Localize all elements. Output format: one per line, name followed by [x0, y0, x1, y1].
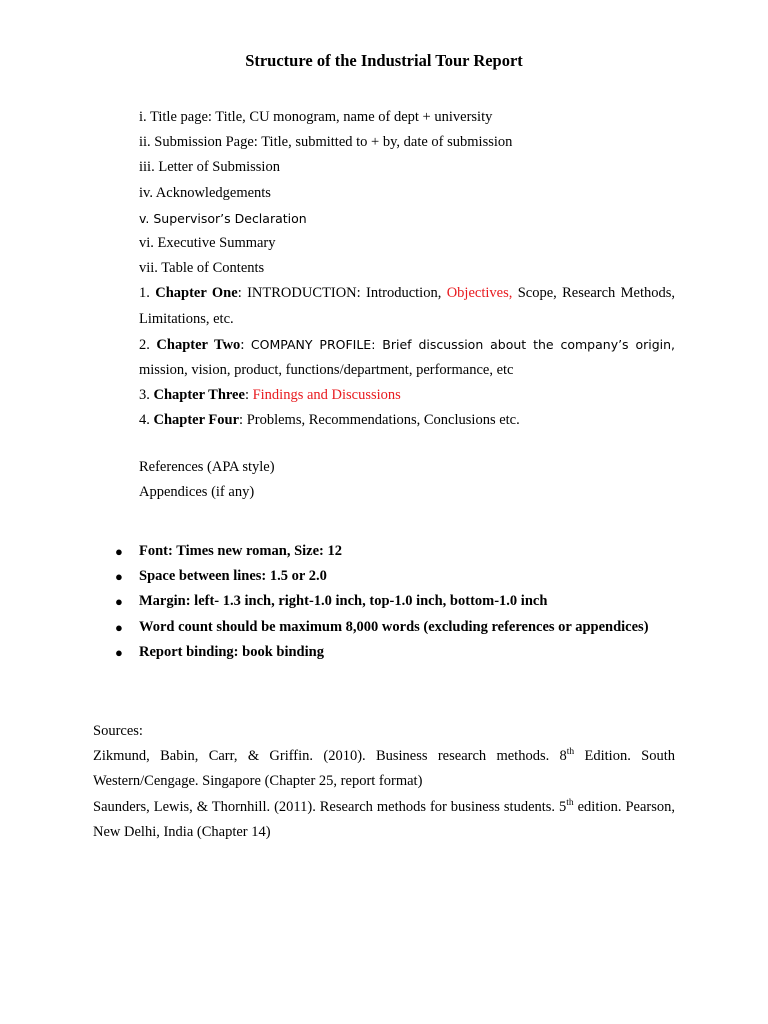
bullet-item — [113, 615, 675, 640]
citation-text: Saunders, Lewis, & Thornhill. (2011). Research methods for business students. 5 — [93, 798, 567, 815]
citation-text: Edition. South Western/Cengage. Singapore (Chapter 25, report format) — [93, 748, 675, 790]
chapter-name: Chapter Four — [153, 412, 240, 429]
bullet-item — [113, 640, 675, 665]
front-matter-item: vii. Table of Contents — [139, 260, 265, 277]
chapter-number: 2. — [139, 336, 157, 353]
bullet-text: Space between lines: 1.5 or 2.0 — [139, 568, 327, 585]
chapter-item — [139, 383, 675, 408]
chapter-name: Chapter Three — [153, 387, 245, 404]
chapter-separator: : — [244, 387, 253, 404]
chapter-separator: : — [239, 412, 247, 429]
chapter-text-highlight: Objectives, — [446, 285, 513, 302]
bullet-text: Font: Times new roman, Size: 12 — [139, 543, 342, 559]
bullet-icon: ● — [115, 619, 123, 635]
back-matter-item: Appendices (if any) — [139, 484, 255, 501]
bullet-text: Word count should be maximum 8,000 words (excluding references or appendices) — [139, 618, 649, 635]
chapter-text: mission, vision, product, functions/department, performance, etc — [139, 362, 514, 379]
bullet-item — [113, 589, 675, 614]
front-matter-item: iv. Acknowledgements — [139, 184, 271, 201]
citation-superscript: th — [566, 797, 574, 808]
bullet-item — [113, 539, 675, 564]
chapter-item — [139, 281, 675, 331]
citation-text: edition. Pearson, New Delhi, India (Chapter 14) — [93, 798, 675, 840]
source-citation — [93, 744, 675, 794]
citation-superscript: th — [566, 747, 575, 758]
formatting-rules-list — [113, 539, 675, 665]
chapter-separator: : — [237, 285, 248, 302]
bullet-text: Margin: left- 1.3 inch, right-1.0 inch, top-1.0 inch, bottom-1.0 inch — [139, 593, 548, 610]
bullet-item — [113, 564, 675, 589]
bullet-icon: ● — [115, 644, 123, 660]
chapter-text-highlight: Findings and Discussions — [252, 387, 401, 404]
source-citation — [93, 795, 675, 845]
document-title: Structure of the Industrial Tour Report — [245, 51, 523, 70]
front-matter-item: v. Supervisor’s Declaration — [139, 210, 307, 226]
chapter-item — [139, 408, 675, 433]
chapter-number: 1. — [139, 285, 156, 302]
chapter-text: Problems, Recommendations, Conclusions etc. — [246, 412, 520, 429]
chapter-name: Chapter Two — [156, 336, 241, 353]
chapter-name: Chapter One — [155, 285, 238, 302]
front-matter-item: i. Title page: Title, CU monogram, name of dept + university — [139, 109, 493, 125]
bullet-icon: ● — [115, 569, 123, 585]
chapter-text: INTRODUCTION: Introduction, — [247, 285, 447, 302]
front-matter-item: ii. Submission Page: Title, submitted to + by, date of submission — [139, 134, 513, 151]
back-matter-list — [139, 455, 675, 505]
sources-heading: Sources: — [93, 723, 143, 739]
citation-text: Zikmund, Babin, Carr, & Griffin. (2010). Business research methods. 8 — [93, 748, 567, 765]
chapter-item — [139, 332, 675, 383]
chapter-text: Scope, Research Methods, Limitations, etc. — [139, 285, 676, 327]
chapter-text: COMPANY PROFILE: Brief discussion about the company’s origin, — [250, 336, 676, 352]
report-structure-list — [139, 105, 675, 434]
chapter-number: 3. — [139, 387, 154, 404]
front-matter-item: vi. Executive Summary — [139, 235, 276, 252]
sources-section — [93, 719, 675, 845]
back-matter-item: References (APA style) — [139, 459, 275, 475]
bullet-text: Report binding: book binding — [139, 643, 324, 660]
front-matter-item: iii. Letter of Submission — [139, 159, 280, 176]
bullet-icon: ● — [115, 544, 123, 559]
bullet-icon: ● — [115, 594, 123, 610]
chapter-separator: : — [240, 336, 251, 353]
chapter-number: 4. — [139, 412, 154, 429]
